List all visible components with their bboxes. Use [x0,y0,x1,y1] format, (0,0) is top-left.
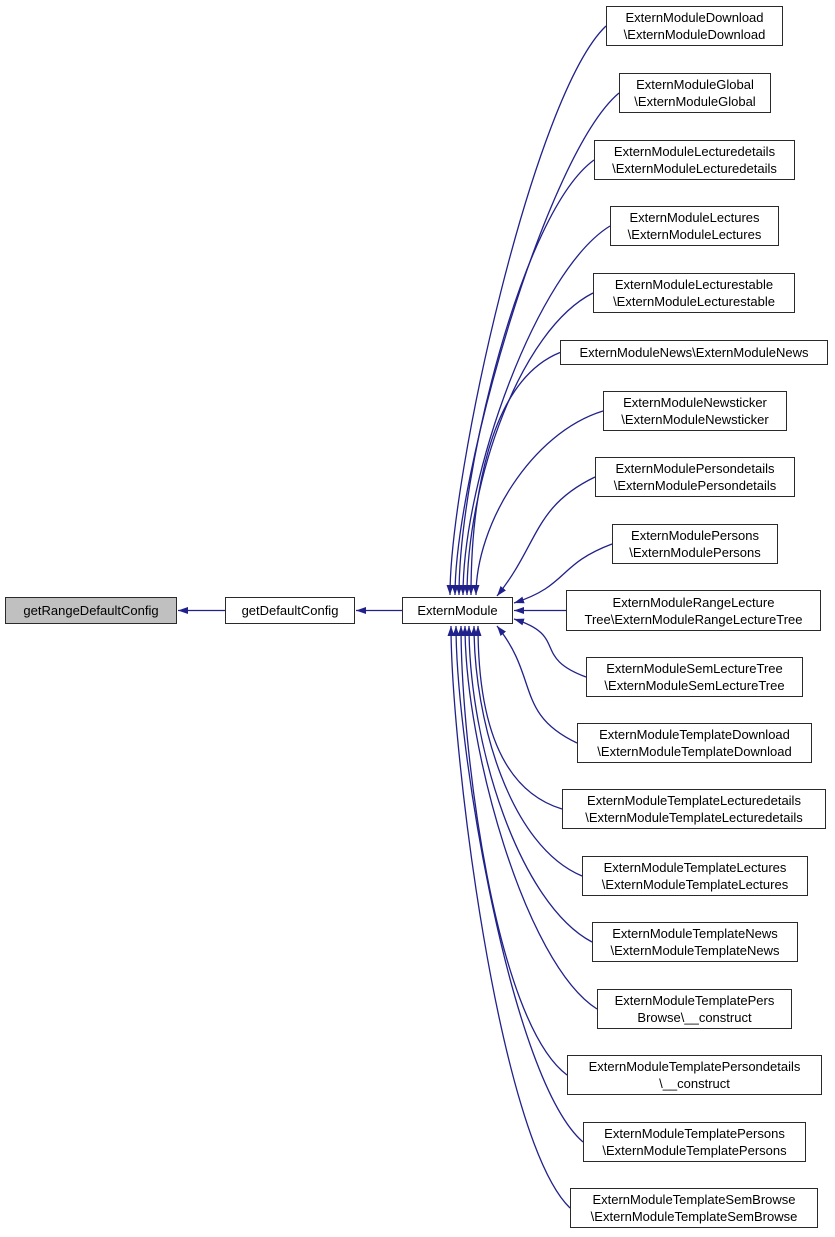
graph-node-externmodulepersonsexternmodulepersons[interactable] [612,524,778,564]
graph-node-label: ExternModuleSemLectureTree [606,661,783,676]
graph-node-externmoduledownloadexternmoduledownload[interactable] [606,6,783,46]
graph-node-label: \ExternModuleTemplateLectures [601,877,789,892]
graph-node-externmoduletemplatesembrowseexternmoduletemplatesembrowse[interactable] [570,1188,818,1228]
graph-node-label: ExternModuleTemplateSemBrowse [592,1192,796,1207]
graph-node-label: ExternModulePersons [631,528,759,543]
call-edge [471,353,560,596]
graph-node-label: ExternModule [417,603,498,618]
graph-node-label: \ExternModuleTemplateNews [610,943,780,958]
graph-node-label: getDefaultConfig [241,603,339,618]
graph-node-externmodulelecturedetailsexternmodulelecturedetails[interactable] [594,140,795,180]
graph-node-externmodulelecturesexternmodulelectures[interactable] [610,206,779,246]
call-edge [474,626,582,876]
graph-node-label: \ExternModuleLecturedetails [612,161,777,176]
graph-node-externmodulesemlecturetreeexternmodulesemlecturetree[interactable] [586,657,803,697]
graph-node-label: \ExternModuleTemplateLecturedetails [585,810,803,825]
graph-node-externmodulerangelecturetreeexternmodulerangelecturetree[interactable] [566,590,821,631]
graph-node-label: ExternModulePersondetails [615,461,775,476]
graph-node-externmodulelecturestableexternmodulelecturestable[interactable] [593,273,795,313]
graph-node-externmoduletemplatedownloadexternmoduletemplatedownload[interactable] [577,723,812,763]
call-edge [497,626,577,743]
graph-node-label: ExternModuleNews\ExternModuleNews [579,345,809,360]
graph-node-label: getRangeDefaultConfig [23,603,159,618]
graph-node-label: ExternModuleNewsticker [623,395,767,410]
graph-node-label: \ExternModuleTemplateDownload [597,744,792,759]
graph-node-externmoduletemplatenewsexternmoduletemplatenews[interactable] [592,922,798,962]
graph-node-externmoduletemplatepersonsexternmoduletemplatepersons[interactable] [583,1122,806,1162]
graph-node-label: \ExternModuleGlobal [634,94,756,109]
graph-node-label: ExternModuleTemplatePersons [604,1126,785,1141]
graph-node-externmodulenewstickerexternmodulenewsticker[interactable] [603,391,787,431]
graph-node-externmodulepersondetailsexternmodulepersondetails[interactable] [595,457,795,497]
call-edge [451,626,570,1208]
graph-node-label: ExternModuleLectures [629,210,760,225]
graph-node-label: \ExternModuleNewsticker [621,412,769,427]
graph-node-label: \ExternModuleLectures [627,227,762,242]
call-edge [459,160,594,595]
graph-node-label: Tree\ExternModuleRangeLectureTree [584,611,803,627]
graph-node-externmoduletemplatelecturedetailsexternmoduletemplatelecturedetails[interactable] [562,789,826,829]
graph-node-label: ExternModuleLecturedetails [613,144,776,159]
graph-node-label: ExternModuleTemplateLecturedetails [587,793,801,808]
graph-node-getdefaultconfig[interactable] [225,597,355,624]
graph-node-externmodule[interactable] [402,597,513,624]
graph-node-label: ExternModuleTemplatePersondetails [588,1059,801,1074]
graph-node-externmoduletemplatepersbrowseconstruct[interactable] [597,989,792,1029]
graph-node-label: Browse\__construct [637,1010,752,1025]
graph-node-label: ExternModuleTemplateDownload [599,727,790,742]
graph-node-label: ExternModuleGlobal [636,77,754,92]
graph-node-externmodulenewsexternmodulenews[interactable] [560,340,828,365]
call-edge [467,293,593,595]
call-edge [478,626,562,809]
graph-node-label: ExternModuleDownload [625,10,764,25]
graph-node-label: ExternModuleTemplatePers [614,993,775,1008]
graph-node-label: \__construct [659,1076,730,1091]
graph-node-externmoduletemplatelecturesexternmoduletemplatelectures[interactable] [582,856,808,896]
graph-node-label: \ExternModuleDownload [623,27,766,42]
graph-node-getrangedefaultconfig [5,597,177,624]
graph-node-label: ExternModuleRangeLecture [612,594,775,610]
graph-node-label: \ExternModuleTemplatePersons [602,1143,787,1158]
call-edge [450,26,606,595]
graph-node-label: \ExternModuleTemplateSemBrowse [590,1209,798,1224]
graph-node-externmoduletemplatepersondetailsconstruct[interactable] [567,1055,822,1095]
graph-node-externmoduleglobalexternmoduleglobal[interactable] [619,73,771,113]
graph-node-label: ExternModuleLecturestable [614,277,774,292]
graph-node-label: \ExternModulePersons [629,545,761,560]
call-edge [497,477,595,596]
graph-node-label: \ExternModuleSemLectureTree [604,678,785,693]
call-edge [476,411,603,595]
graph-node-label: \ExternModuleLecturestable [613,294,775,309]
graph-node-label: \ExternModulePersondetails [613,478,777,493]
graph-node-label: ExternModuleTemplateNews [612,926,778,941]
call-edge [461,626,567,1075]
graph-node-label: ExternModuleTemplateLectures [603,860,787,875]
